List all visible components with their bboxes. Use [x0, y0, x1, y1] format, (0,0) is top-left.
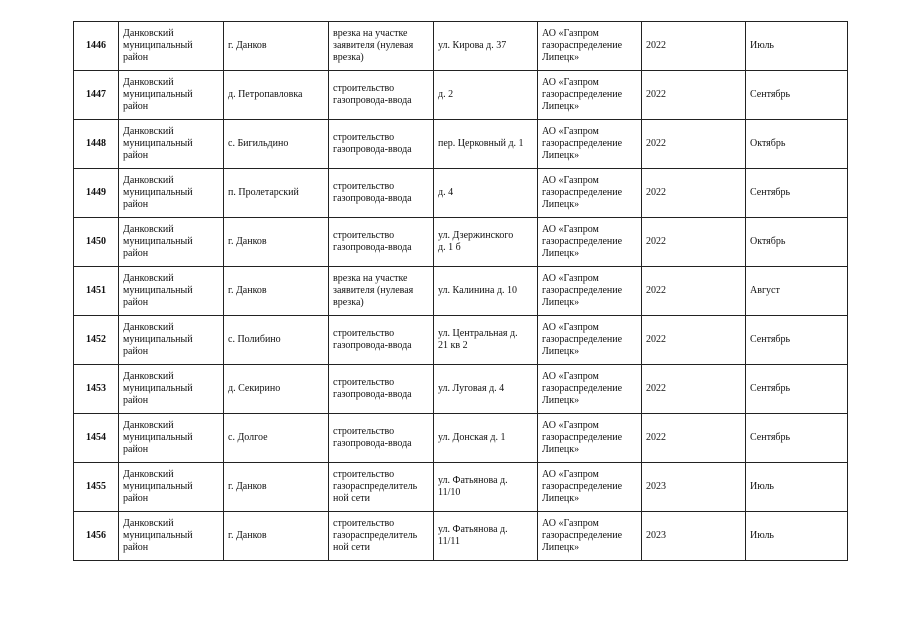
work-type-cell — [329, 218, 434, 267]
work-type-cell-text: строительство газопровода-ввода — [333, 132, 412, 155]
year-cell — [642, 267, 746, 316]
district-cell — [119, 512, 224, 561]
row-number-cell — [74, 512, 119, 561]
settlement-cell — [224, 71, 329, 120]
row-number-cell — [74, 120, 119, 169]
address-cell-text: ул. Донская д. 1 — [438, 432, 506, 443]
year-cell-text: 2022 — [646, 187, 666, 198]
work-type-cell-text: строительство газопровода-ввода — [333, 230, 412, 253]
table-row — [74, 71, 848, 120]
year-cell-text: 2022 — [646, 383, 666, 394]
address-cell-text: ул. Фатьянова д. 11/10 — [438, 475, 508, 498]
row-number-cell-text: 1451 — [86, 285, 106, 296]
month-cell — [746, 169, 848, 218]
row-number-cell — [74, 365, 119, 414]
row-number-cell — [74, 463, 119, 512]
month-cell-text: Сентябрь — [750, 383, 791, 394]
settlement-cell-text: г. Данков — [228, 530, 267, 541]
table-row — [74, 120, 848, 169]
address-cell-text: ул. Дзержинского д. 1 б — [438, 230, 514, 253]
address-cell-text: ул. Луговая д. 4 — [438, 383, 505, 394]
district-cell — [119, 316, 224, 365]
settlement-cell — [224, 463, 329, 512]
address-cell-text: пер. Церковный д. 1 — [438, 138, 524, 149]
table-row — [74, 22, 848, 71]
organization-cell-text: АО «Газпром газораспределение Липецк» — [542, 469, 623, 504]
district-cell-text: Данковский муниципальный район — [123, 518, 193, 553]
table-row — [74, 365, 848, 414]
work-type-cell — [329, 512, 434, 561]
work-type-cell — [329, 22, 434, 71]
organization-cell — [538, 71, 642, 120]
district-cell-text: Данковский муниципальный район — [123, 469, 193, 504]
table-row — [74, 267, 848, 316]
address-cell — [434, 316, 538, 365]
settlement-cell-text: с. Бигильдино — [228, 138, 289, 149]
organization-cell — [538, 512, 642, 561]
table-row — [74, 169, 848, 218]
year-cell-text: 2022 — [646, 236, 666, 247]
year-cell — [642, 22, 746, 71]
year-cell — [642, 169, 746, 218]
organization-cell-text: АО «Газпром газораспределение Липецк» — [542, 371, 623, 406]
work-type-cell — [329, 316, 434, 365]
address-cell — [434, 71, 538, 120]
settlement-cell — [224, 365, 329, 414]
work-type-cell — [329, 463, 434, 512]
settlement-cell — [224, 316, 329, 365]
work-type-cell — [329, 71, 434, 120]
year-cell — [642, 316, 746, 365]
work-type-cell-text: строительство газораспределитель ной сети — [333, 469, 418, 504]
month-cell — [746, 267, 848, 316]
year-cell-text: 2022 — [646, 138, 666, 149]
address-cell-text: ул. Калинина д. 10 — [438, 285, 518, 296]
organization-cell-text: АО «Газпром газораспределение Липецк» — [542, 175, 623, 210]
table-row — [74, 218, 848, 267]
district-cell — [119, 169, 224, 218]
settlement-cell — [224, 512, 329, 561]
settlement-cell-text: г. Данков — [228, 40, 267, 51]
address-cell — [434, 512, 538, 561]
year-cell — [642, 365, 746, 414]
settlement-cell — [224, 22, 329, 71]
month-cell — [746, 463, 848, 512]
work-type-cell — [329, 267, 434, 316]
year-cell — [642, 463, 746, 512]
address-cell-text: ул. Фатьянова д. 11/11 — [438, 524, 508, 547]
year-cell-text: 2023 — [646, 481, 666, 492]
address-cell — [434, 414, 538, 463]
work-type-cell-text: строительство газопровода-ввода — [333, 83, 412, 106]
settlement-cell — [224, 218, 329, 267]
row-number-cell-text: 1449 — [86, 187, 106, 198]
organization-cell — [538, 463, 642, 512]
organization-cell — [538, 316, 642, 365]
table-body — [74, 22, 848, 561]
organization-cell — [538, 414, 642, 463]
work-type-cell — [329, 414, 434, 463]
organization-cell — [538, 267, 642, 316]
row-number-cell-text: 1455 — [86, 481, 106, 492]
work-type-cell-text: строительство газопровода-ввода — [333, 426, 412, 449]
month-cell — [746, 512, 848, 561]
row-number-cell — [74, 71, 119, 120]
district-cell-text: Данковский муниципальный район — [123, 420, 193, 455]
settlement-cell-text: г. Данков — [228, 236, 267, 247]
gasification-schedule-table — [73, 21, 848, 561]
work-type-cell — [329, 365, 434, 414]
district-cell — [119, 365, 224, 414]
work-type-cell-text: строительство газопровода-ввода — [333, 328, 412, 351]
settlement-cell-text: г. Данков — [228, 285, 267, 296]
organization-cell-text: АО «Газпром газораспределение Липецк» — [542, 518, 623, 553]
year-cell-text: 2022 — [646, 285, 666, 296]
settlement-cell-text: п. Пролетарский — [228, 187, 299, 198]
address-cell — [434, 22, 538, 71]
month-cell-text: Октябрь — [750, 138, 786, 149]
organization-cell — [538, 22, 642, 71]
year-cell-text: 2022 — [646, 40, 666, 51]
month-cell — [746, 365, 848, 414]
organization-cell-text: АО «Газпром газораспределение Липецк» — [542, 273, 623, 308]
year-cell — [642, 414, 746, 463]
row-number-cell-text: 1446 — [86, 40, 106, 51]
address-cell-text: ул. Центральная д. 21 кв 2 — [438, 328, 518, 351]
month-cell-text: Сентябрь — [750, 432, 791, 443]
table-row — [74, 316, 848, 365]
row-number-cell — [74, 218, 119, 267]
district-cell — [119, 463, 224, 512]
month-cell-text: Июль — [750, 530, 774, 541]
row-number-cell-text: 1453 — [86, 383, 106, 394]
row-number-cell-text: 1450 — [86, 236, 106, 247]
month-cell-text: Август — [750, 285, 780, 296]
address-cell-text: д. 4 — [438, 187, 454, 198]
row-number-cell — [74, 267, 119, 316]
month-cell — [746, 22, 848, 71]
month-cell — [746, 218, 848, 267]
settlement-cell — [224, 120, 329, 169]
organization-cell-text: АО «Газпром газораспределение Липецк» — [542, 224, 623, 259]
row-number-cell — [74, 22, 119, 71]
month-cell-text: Сентябрь — [750, 89, 791, 100]
row-number-cell — [74, 414, 119, 463]
organization-cell — [538, 365, 642, 414]
settlement-cell-text: д. Петропавловка — [228, 89, 303, 100]
organization-cell — [538, 218, 642, 267]
settlement-cell-text: д. Секирино — [228, 383, 281, 394]
table-row — [74, 512, 848, 561]
table-row — [74, 414, 848, 463]
organization-cell — [538, 169, 642, 218]
year-cell-text: 2023 — [646, 530, 666, 541]
year-cell-text: 2022 — [646, 432, 666, 443]
district-cell-text: Данковский муниципальный район — [123, 28, 193, 63]
address-cell-text: д. 2 — [438, 89, 454, 100]
work-type-cell — [329, 169, 434, 218]
year-cell — [642, 71, 746, 120]
organization-cell-text: АО «Газпром газораспределение Липецк» — [542, 28, 623, 63]
month-cell-text: Июль — [750, 40, 774, 51]
month-cell — [746, 120, 848, 169]
address-cell — [434, 169, 538, 218]
row-number-cell-text: 1448 — [86, 138, 106, 149]
month-cell — [746, 316, 848, 365]
address-cell — [434, 120, 538, 169]
work-type-cell — [329, 120, 434, 169]
row-number-cell-text: 1454 — [86, 432, 106, 443]
settlement-cell — [224, 414, 329, 463]
address-cell — [434, 365, 538, 414]
organization-cell-text: АО «Газпром газораспределение Липецк» — [542, 77, 623, 112]
month-cell — [746, 414, 848, 463]
row-number-cell-text: 1447 — [86, 89, 106, 100]
district-cell-text: Данковский муниципальный район — [123, 126, 193, 161]
month-cell — [746, 71, 848, 120]
settlement-cell-text: г. Данков — [228, 481, 267, 492]
year-cell — [642, 218, 746, 267]
district-cell-text: Данковский муниципальный район — [123, 273, 193, 308]
address-cell-text: ул. Кирова д. 37 — [438, 40, 507, 51]
settlement-cell — [224, 267, 329, 316]
settlement-cell-text: с. Полибино — [228, 334, 281, 345]
district-cell — [119, 22, 224, 71]
organization-cell-text: АО «Газпром газораспределение Липецк» — [542, 126, 623, 161]
year-cell — [642, 120, 746, 169]
settlement-cell-text: с. Долгое — [228, 432, 268, 443]
district-cell-text: Данковский муниципальный район — [123, 371, 193, 406]
district-cell — [119, 71, 224, 120]
district-cell-text: Данковский муниципальный район — [123, 224, 193, 259]
row-number-cell-text: 1452 — [86, 334, 106, 345]
row-number-cell — [74, 316, 119, 365]
document-page — [73, 21, 847, 561]
organization-cell — [538, 120, 642, 169]
address-cell — [434, 218, 538, 267]
district-cell-text: Данковский муниципальный район — [123, 322, 193, 357]
row-number-cell-text: 1456 — [86, 530, 106, 541]
settlement-cell — [224, 169, 329, 218]
month-cell-text: Июль — [750, 481, 774, 492]
work-type-cell-text: строительство газопровода-ввода — [333, 181, 412, 204]
district-cell — [119, 218, 224, 267]
organization-cell-text: АО «Газпром газораспределение Липецк» — [542, 420, 623, 455]
work-type-cell-text: строительство газораспределитель ной сети — [333, 518, 418, 553]
row-number-cell — [74, 169, 119, 218]
address-cell — [434, 267, 538, 316]
year-cell-text: 2022 — [646, 89, 666, 100]
district-cell — [119, 414, 224, 463]
month-cell-text: Сентябрь — [750, 187, 791, 198]
district-cell-text: Данковский муниципальный район — [123, 77, 193, 112]
work-type-cell-text: строительство газопровода-ввода — [333, 377, 412, 400]
district-cell — [119, 120, 224, 169]
district-cell-text: Данковский муниципальный район — [123, 175, 193, 210]
address-cell — [434, 463, 538, 512]
organization-cell-text: АО «Газпром газораспределение Липецк» — [542, 322, 623, 357]
month-cell-text: Сентябрь — [750, 334, 791, 345]
district-cell — [119, 267, 224, 316]
year-cell — [642, 512, 746, 561]
year-cell-text: 2022 — [646, 334, 666, 345]
table-row — [74, 463, 848, 512]
work-type-cell-text: врезка на участке заявителя (нулевая врезка) — [333, 273, 414, 308]
month-cell-text: Октябрь — [750, 236, 786, 247]
work-type-cell-text: врезка на участке заявителя (нулевая врезка) — [333, 28, 414, 63]
